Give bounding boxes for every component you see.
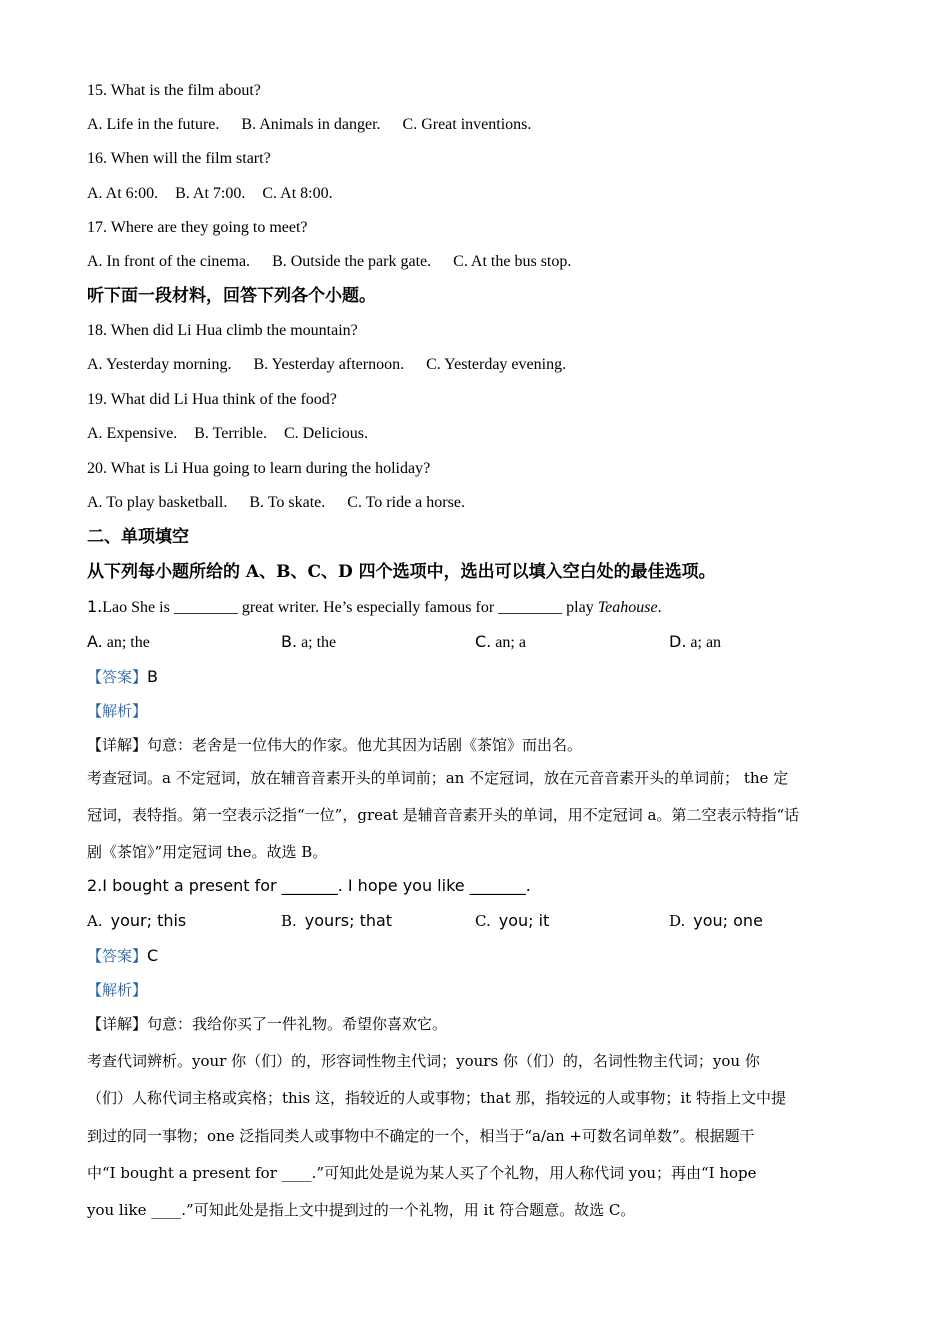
option-a: A. Yesterday morning. [87, 356, 232, 373]
option-c: C. To ride a horse. [347, 494, 465, 511]
explanation-line: 冠词，表特指。第一空表示泛指“一位”，great 是辅音音素开头的单词，用不定冠词 a。第二空表示特指“话 [87, 806, 800, 824]
explanation-line: 中“I bought a present for ____.”可知此处是说为某人买了个礼物，用人称代词 you；再由“I hope [87, 1164, 757, 1182]
detail-label: 【详解】 [87, 736, 148, 754]
option-a: A. At 6:00. [87, 185, 159, 202]
question-20-options [87, 493, 870, 513]
explanation-line: 剧《茶馆》”用定冠词 the。故选 B。 [87, 843, 328, 861]
detail-text: 句意：我给你买了一件礼物。希望你喜欢它。 [147, 1015, 448, 1033]
detail-text: 句意：老舍是一位伟大的作家。他尤其因为话剧《茶馆》而出名。 [147, 736, 583, 754]
option-a: A. your; this [87, 911, 187, 930]
option-a: A. Expensive. [87, 425, 178, 442]
answer-line [87, 667, 870, 687]
explanation-line: （们）人称代词主格或宾格；this 这，指较近的人或事物；that 那，指较远的人或事物；it 特指上文中提 [87, 1089, 786, 1107]
explanation-line: you like ____.”可知此处是指上文中提到过的一个礼物，用 it 符合题意。故选 C。 [87, 1201, 636, 1219]
question-16: 16. When will the film start? [87, 150, 271, 167]
detail-line [87, 1014, 870, 1034]
part2-title: 二、单项填空 [87, 527, 189, 547]
option-b: B. Terrible. [194, 425, 267, 442]
option-c: C. an; a [475, 632, 526, 651]
answer-value: C [147, 946, 159, 965]
analysis-label: 【解析】 [87, 702, 148, 720]
question-18: 18. When did Li Hua climb the mountain? [87, 322, 358, 339]
answer-line [87, 946, 870, 966]
option-c: C. Delicious. [284, 425, 368, 442]
option-b: B. Yesterday afternoon. [253, 356, 405, 373]
question-18-options [87, 355, 870, 375]
question-15-options [87, 115, 870, 135]
option-a: A. an; the [87, 632, 150, 651]
answer-label: 【答案】 [87, 947, 148, 965]
detail-line [87, 735, 870, 755]
option-c: C. At 8:00. [262, 185, 333, 202]
question-2-options [87, 911, 870, 931]
question-15: 15. What is the film about? [87, 82, 261, 99]
question-16-options [87, 184, 870, 204]
option-c: C. Yesterday evening. [426, 356, 567, 373]
option-b: B. At 7:00. [175, 185, 246, 202]
question-20: 20. What is Li Hua going to learn during the holiday? [87, 460, 431, 477]
option-a: A. To play basketball. [87, 494, 228, 511]
listening-section-heading: 听下面一段材料，回答下列各个小题。 [87, 286, 376, 306]
option-b: B. a; the [281, 632, 337, 651]
stem-end: . [657, 599, 662, 616]
option-d: D. you; one [669, 911, 763, 930]
option-a: A. In front of the cinema. [87, 253, 251, 270]
stem-text: Lao She is ________ great writer. He’s especially famous for ________ play [102, 599, 598, 616]
question-1-stem [87, 597, 870, 618]
option-b: B. Outside the park gate. [272, 253, 432, 270]
detail-label: 【详解】 [87, 1015, 148, 1033]
stem-title: Teahouse [597, 599, 658, 616]
option-c: C. Great inventions. [402, 116, 532, 133]
question-17: 17. Where are they going to meet? [87, 219, 308, 236]
question-1-options [87, 632, 870, 652]
explanation-line: 到过的同一事物；one 泛指同类人或事物中不确定的一个，相当于“a/an +可数名词单数”。根据题干 [87, 1127, 755, 1145]
answer-value: B [147, 667, 158, 686]
option-b: B. yours; that [281, 911, 393, 930]
question-19-options [87, 424, 870, 444]
part2-instruction: 从下列每小题所给的 A、B、C、D 四个选项中，选出可以填入空白处的最佳选项。 [87, 562, 716, 582]
question-number: 1. [87, 597, 103, 616]
explanation-line: 考查代词辨析。your 你（们）的，形容词性物主代词；yours 你（们）的，名词性物主代词；you 你 [87, 1052, 760, 1070]
option-d: D. a; an [669, 632, 722, 651]
explanation-line: 考查冠词。a 不定冠词，放在辅音音素开头的单词前；an 不定冠词，放在元音音素开头的单词前； the 定 [87, 769, 789, 787]
question-2-stem: 2.I bought a present for _______. I hope you like _______. [87, 876, 531, 895]
question-17-options [87, 252, 870, 272]
option-c: C. you; it [475, 911, 550, 930]
option-a: A. Life in the future. [87, 116, 220, 133]
question-19: 19. What did Li Hua think of the food? [87, 391, 337, 408]
option-c: C. At the bus stop. [453, 253, 572, 270]
option-b: B. To skate. [249, 494, 326, 511]
answer-label: 【答案】 [87, 668, 148, 686]
option-b: B. Animals in danger. [241, 116, 381, 133]
analysis-label: 【解析】 [87, 981, 148, 999]
